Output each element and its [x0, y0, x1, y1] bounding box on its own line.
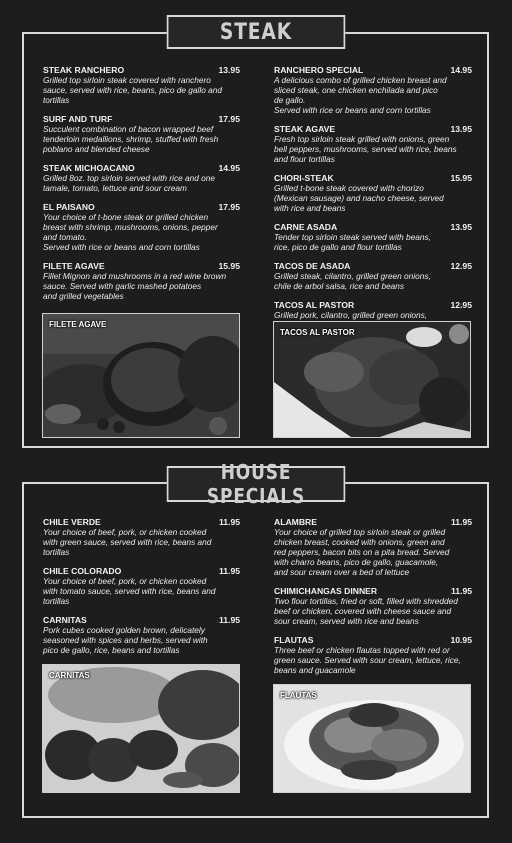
- menu-item-description-line: with green sauce, served with rice, beans and: [43, 537, 212, 547]
- photo-label-tacos-al-pastor: TACOS AL PASTOR: [280, 328, 355, 337]
- steak-left-column: [43, 65, 240, 310]
- photo-flautas: [273, 684, 471, 793]
- menu-item-price: 11.95: [218, 615, 240, 625]
- menu-item-description: [274, 134, 472, 164]
- menu-item-description-line: red peppers, bacon bits on a pita bread. Served: [274, 547, 450, 557]
- menu-item-description-line: tenderloin medallions, shrimp, stuffed with fresh: [43, 134, 219, 144]
- menu-item-price: 13.95: [450, 124, 472, 134]
- flautas-image: [274, 685, 471, 793]
- menu-item-description: [43, 576, 240, 606]
- menu-item-description-line: pico de gallo, rice, beans and tortillas: [43, 645, 180, 655]
- menu-item-description: [274, 645, 472, 675]
- photo-label-filete-agave: FILETE AGAVE: [49, 320, 107, 329]
- menu-item-description: [43, 271, 240, 301]
- menu-item-header: [43, 261, 240, 271]
- menu-item-header: [43, 114, 240, 124]
- menu-item-description-line: tortillas: [43, 95, 70, 105]
- menu-item-description-line: Served with rice or beans and corn tortillas: [43, 242, 200, 252]
- menu-item-description: [274, 183, 472, 213]
- menu-item-name: STEAK MICHOACANO: [43, 163, 135, 173]
- menu-item-description-line: and grilled vegetables: [43, 291, 124, 301]
- menu-item-price: 11.95: [218, 566, 240, 576]
- menu-item-header: [274, 65, 472, 75]
- menu-item-price: 15.95: [218, 261, 240, 271]
- menu-item-description-line: tortillas: [43, 547, 70, 557]
- tacos-al-pastor-image: [274, 322, 471, 438]
- menu-item-description-line: Grilled pork, cilantro, grilled green onions,: [274, 310, 428, 320]
- menu-item-description-line: Grilled 8oz. top sirloin served with rice and one: [43, 173, 216, 183]
- menu-item-header: [274, 124, 472, 134]
- menu-item-description-line: sliced steak, one chicken enchilada and pico: [274, 85, 438, 95]
- menu-item: [43, 566, 240, 606]
- photo-label-carnitas: CARNITAS: [49, 671, 90, 680]
- menu-item-description-line: A delicious combo of grilled chicken breast and: [274, 75, 447, 85]
- menu-item-description-line: poblano and blended cheese: [43, 144, 150, 154]
- menu-item-name: CARNITAS: [43, 615, 87, 625]
- steak-right-column: [274, 65, 472, 339]
- menu-item-description-line: Three beef or chicken flautas topped with red or: [274, 645, 450, 655]
- menu-item: [274, 65, 472, 115]
- menu-item-description: [274, 271, 472, 291]
- menu-item-description-line: rice, pico de gallo and flour tortillas: [274, 242, 402, 252]
- menu-item-description-line: tamale, tomato, lettuce and sour cream: [43, 183, 187, 193]
- house-left-column: [43, 517, 240, 664]
- menu-item: [274, 586, 472, 626]
- menu-item-description-line: beef or chicken, covered with cheese sauce and: [274, 606, 452, 616]
- menu-item-header: [274, 517, 472, 527]
- menu-item-description-line: Grilled steak, cilantro, grilled green onions,: [274, 271, 431, 281]
- menu-item-description: [274, 232, 472, 252]
- menu-item-description-line: Your choice of t-bone steak or grilled chicken: [43, 212, 209, 222]
- menu-item-header: [274, 586, 472, 596]
- menu-item-header: [43, 65, 240, 75]
- photo-tacos-al-pastor: [273, 321, 471, 438]
- menu-item-description-line: de gallo.: [274, 95, 306, 105]
- menu-item-description-line: Pork cubes cooked golden brown, delicately: [43, 625, 205, 635]
- menu-item-header: [274, 300, 472, 310]
- menu-item-description: [43, 527, 240, 557]
- carnitas-image: [43, 665, 240, 793]
- menu-item-description-line: (Mexican sausage) and nacho cheese, served: [274, 193, 444, 203]
- menu-item-name: STEAK AGAVE: [274, 124, 336, 134]
- menu-item-header: [43, 163, 240, 173]
- menu-item-description-line: Served with rice or beans and corn tortillas: [274, 105, 431, 115]
- menu-item: [43, 65, 240, 105]
- menu-item-description: [274, 596, 472, 626]
- house-right-column: [274, 517, 472, 684]
- menu-item-description: [43, 212, 240, 252]
- menu-item-description-line: Grilled top sirloin steak covered with ranchero: [43, 75, 211, 85]
- menu-item-description-line: bell peppers, mushrooms, served with rice, beans: [274, 144, 457, 154]
- photo-carnitas: [42, 664, 240, 793]
- menu-item-description-line: with charro beans, pico de gallo, guacamole,: [274, 557, 439, 567]
- menu-item: [43, 114, 240, 154]
- menu-item-header: [43, 566, 240, 576]
- menu-item-price: 17.95: [218, 114, 240, 124]
- menu-item-description-line: with tomato sauce, served with rice, beans and: [43, 586, 216, 596]
- menu-item-price: 17.95: [218, 202, 240, 212]
- menu-item-header: [43, 202, 240, 212]
- menu-item-name: FILETE AGAVE: [43, 261, 105, 271]
- menu-item-name: CHORI-STEAK: [274, 173, 334, 183]
- menu-item-description-line: breast with shrimp, mushrooms, onions, pepper: [43, 222, 218, 232]
- menu-item-header: [274, 635, 472, 645]
- menu-item-description: [43, 625, 240, 655]
- menu-item-price: 10.95: [450, 635, 472, 645]
- menu-item-description-line: Your choice of beef, pork, or chicken cooked: [43, 576, 207, 586]
- menu-item-name: CARNE ASADA: [274, 222, 338, 232]
- menu-item-description-line: and tomato.: [43, 232, 87, 242]
- menu-item-description-line: chicken breast, cooked with onions, green and: [274, 537, 445, 547]
- menu-item-price: 13.95: [450, 222, 472, 232]
- menu-item-description: [274, 75, 472, 115]
- photo-filete-agave: [42, 313, 240, 438]
- menu-item-description-line: tortillas: [43, 596, 70, 606]
- menu-item-header: [274, 222, 472, 232]
- menu-item-header: [43, 517, 240, 527]
- menu-item-description-line: Fillet Mignon and mushrooms in a red wine brown: [43, 271, 227, 281]
- menu-item: [43, 202, 240, 252]
- menu-item-header: [274, 173, 472, 183]
- house-specials-section-title: HOUSE SPECIALS: [167, 466, 346, 502]
- menu-item-name: TACOS DE ASADA: [274, 261, 351, 271]
- menu-item-description: [43, 173, 240, 193]
- menu-item: [274, 261, 472, 291]
- menu-item-price: 11.95: [450, 586, 472, 596]
- menu-item-description-line: with rice and beans: [274, 203, 346, 213]
- menu-item-price: 12.95: [450, 261, 472, 271]
- menu-item-name: FLAUTAS: [274, 635, 314, 645]
- menu-item-name: ALAMBRE: [274, 517, 317, 527]
- menu-item: [43, 163, 240, 193]
- menu-item-name: CHILE VERDE: [43, 517, 101, 527]
- menu-item: [43, 615, 240, 655]
- menu-item-description-line: Grilled t-bone steak covered with chorizo: [274, 183, 424, 193]
- menu-item-description-line: chile de arbol salsa, rice and beans: [274, 281, 405, 291]
- menu-item-name: CHILE COLORADO: [43, 566, 122, 576]
- menu-item-description-line: sauce. Served with garlic mashed potatoes: [43, 281, 202, 291]
- menu-item-price: 14.95: [218, 163, 240, 173]
- menu-item-name: EL PAISANO: [43, 202, 95, 212]
- menu-item-name: CHIMICHANGAS DINNER: [274, 586, 378, 596]
- menu-item-name: TACOS AL PASTOR: [274, 300, 355, 310]
- menu-item-name: SURF AND TURF: [43, 114, 113, 124]
- menu-item-description: [43, 75, 240, 105]
- menu-item-price: 14.95: [450, 65, 472, 75]
- menu-item-price: 11.95: [218, 517, 240, 527]
- filete-agave-image: [43, 314, 240, 438]
- menu-item: [274, 517, 472, 577]
- menu-item: [274, 635, 472, 675]
- menu-item-description-line: beans and guacamole: [274, 665, 356, 675]
- menu-item-name: RANCHERO SPECIAL: [274, 65, 364, 75]
- steak-section-title: STEAK: [167, 15, 346, 49]
- menu-item: [274, 222, 472, 252]
- menu-item: [43, 261, 240, 301]
- menu-item-description-line: Your choice of beef, pork, or chicken cooked: [43, 527, 207, 537]
- menu-item-description-line: seasoned with spices and herbs, served with: [43, 635, 208, 645]
- menu-item: [43, 517, 240, 557]
- photo-label-flautas: FLAUTAS: [280, 691, 317, 700]
- menu-item-price: 12.95: [450, 300, 472, 310]
- menu-item-description-line: sour cream, served with rice and beans: [274, 616, 419, 626]
- menu-item-description-line: sauce, served with rice, beans, pico de gallo and: [43, 85, 222, 95]
- menu-item-price: 13.95: [218, 65, 240, 75]
- menu-item-header: [43, 615, 240, 625]
- menu-item-name: STEAK RANCHERO: [43, 65, 125, 75]
- menu-item: [274, 124, 472, 164]
- menu-item-description-line: Fresh top sirloin steak grilled with onions, green: [274, 134, 450, 144]
- menu-item-description-line: green sauce. Served with sour cream, lettuce, rice,: [274, 655, 461, 665]
- menu-item-description-line: Succulent combination of bacon wrapped beef: [43, 124, 214, 134]
- menu-item-price: 15.95: [450, 173, 472, 183]
- menu-item-header: [274, 261, 472, 271]
- menu-item-price: 11.95: [450, 517, 472, 527]
- menu-item-description-line: and sour cream over a bed of lettuce: [274, 567, 410, 577]
- menu-item-description-line: Tender top sirloin steak served with beans,: [274, 232, 431, 242]
- menu-item-description: [43, 124, 240, 154]
- menu-item-description-line: Your choice of grilled top sirloin steak or grilled: [274, 527, 446, 537]
- menu-item-description-line: Two flour tortillas, fried or soft, filled with shredded: [274, 596, 458, 606]
- menu-item-description: [274, 527, 472, 577]
- menu-item: [274, 173, 472, 213]
- menu-item-description-line: and flour tortillas: [274, 154, 335, 164]
